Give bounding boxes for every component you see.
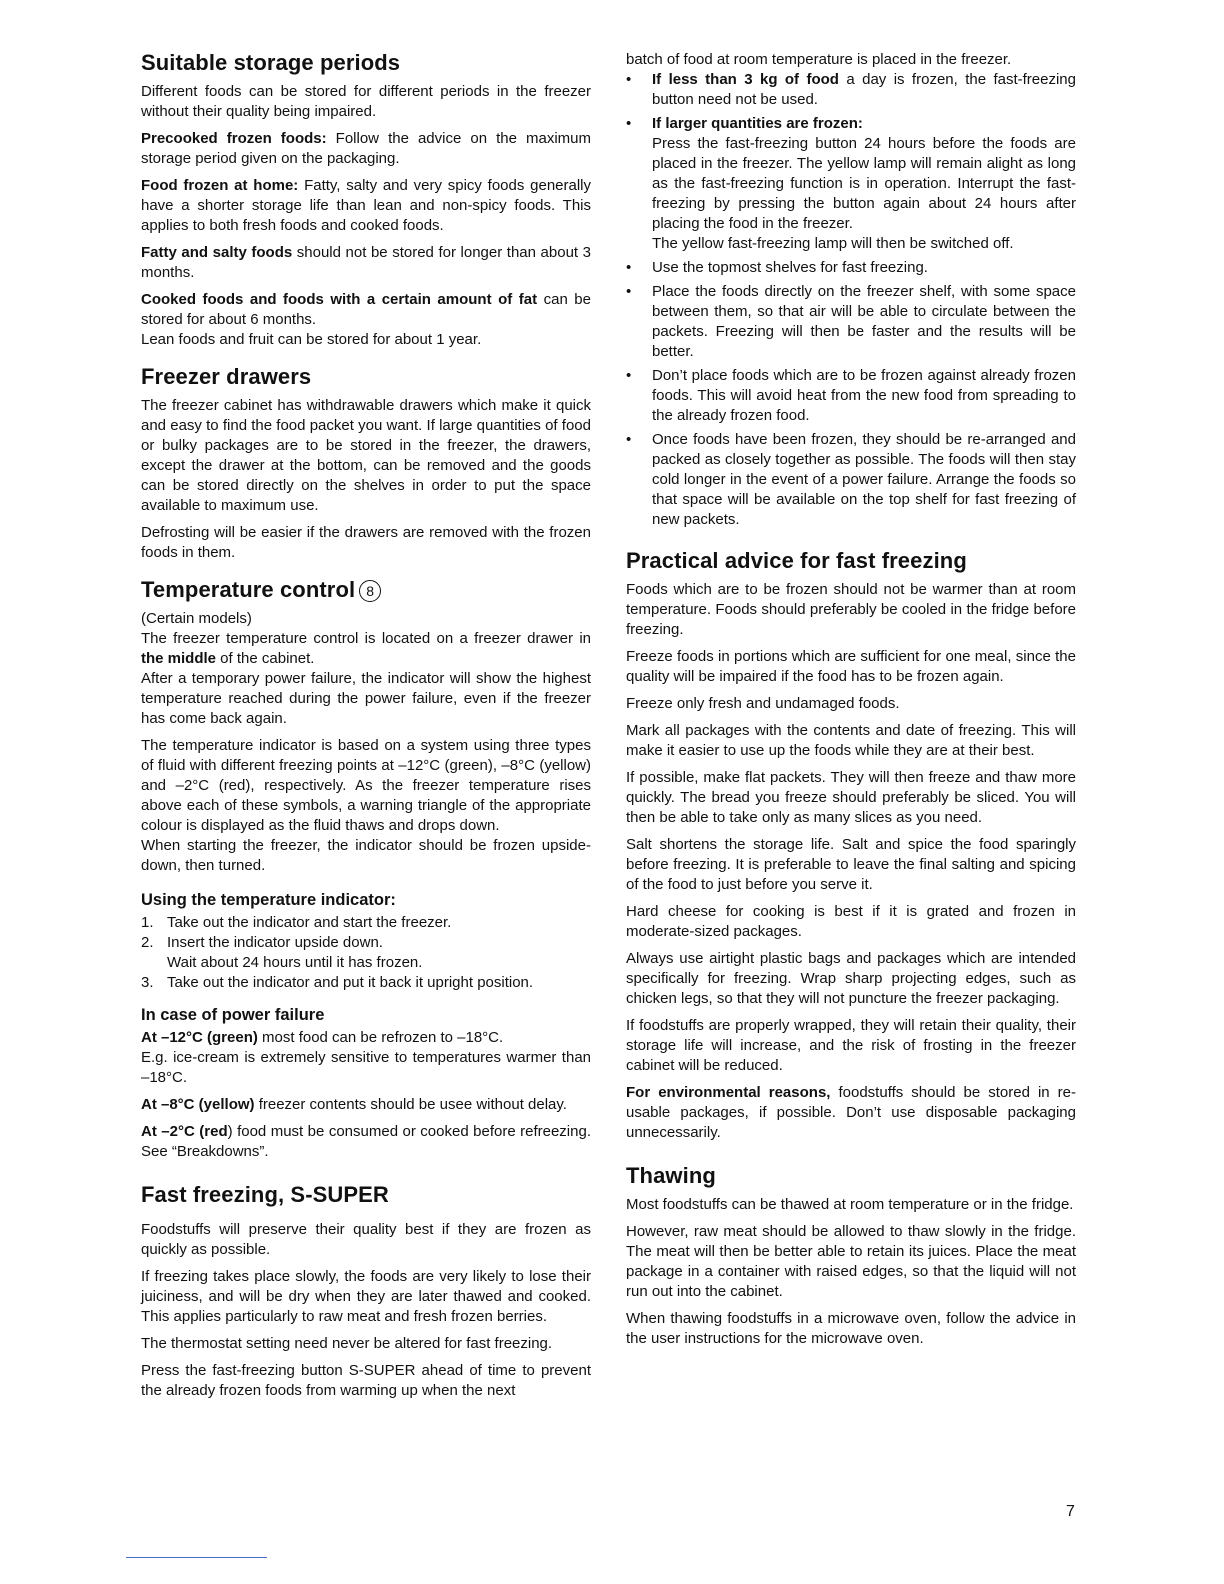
paragraph: After a temporary power failure, the indicator will show the highest temperature reached during the power failure, even if the freezer has come back again.: [141, 670, 591, 727]
heading-freezer-drawers: Freezer drawers: [141, 364, 312, 389]
list-item: 2. Insert the indicator upside down.: [141, 934, 383, 951]
paragraph: For environmental reasons, foodstuffs should be stored in re-usable packages, if possible. Don’t use disposable packaging unnecessarily.: [626, 1084, 1076, 1141]
section-practical-advice: [626, 548, 1076, 1143]
list-item: • If larger quantities are frozen: Press the fast-freezing button 24 hours before the foods are placed in the freezer. The yellow lamp will remain alight as long as the fast-freezing function is in operation. Interrupt the fast-freezing by pressing the button again about 24 hours after placing the food in the freezer. The yellow fast-freezing lamp will then be switched off.: [626, 115, 1076, 252]
paragraph: (Certain models): [141, 610, 252, 627]
paragraph: Fatty and salty foods should not be stored for longer than about 3 months.: [141, 244, 591, 281]
paragraph: When thawing foodstuffs in a microwave oven, follow the advice in the user instructions for the microwave oven.: [626, 1310, 1076, 1347]
paragraph: At –12°C (green) most food can be refrozen to –18°C.: [141, 1029, 504, 1046]
paragraph: The thermostat setting need never be altered for fast freezing.: [141, 1335, 553, 1352]
list-item: Wait about 24 hours until it has frozen.: [167, 954, 423, 971]
heading-practical-advice: Practical advice for fast freezing: [626, 548, 967, 573]
paragraph: Mark all packages with the contents and date of freezing. This will make it easier to use up the foods while they are at their best.: [626, 722, 1076, 759]
paragraph: Salt shortens the storage life. Salt and spice the food sparingly before freezing. It is preferable to leave the final salting and spicing of the food to just before you serve it.: [626, 836, 1076, 893]
list-item: • Use the topmost shelves for fast freezing.: [626, 259, 928, 276]
list-item: 1. Take out the indicator and start the freezer.: [141, 914, 452, 931]
paragraph: E.g. ice-cream is extremely sensitive to temperatures warmer than –18°C.: [141, 1049, 591, 1086]
paragraph: Cooked foods and foods with a certain amount of fat can be stored for about 6 months.: [141, 291, 591, 328]
heading-temperature-control: Temperature control 8: [141, 577, 591, 603]
paragraph: Most foodstuffs can be thawed at room temperature or in the fridge.: [626, 1196, 1074, 1213]
section-storage-periods: [141, 50, 591, 350]
list-item: • Once foods have been frozen, they should be re-arranged and packed as closely together as possible. The foods will then stay cold longer in the event of a power failure. Arrange the foods so that space will be available on the top shelf for fast freezing of new packets.: [626, 431, 1076, 528]
paragraph: The freezer temperature control is located on a freezer drawer in the middle of the cabinet.: [141, 630, 591, 667]
heading-fast-freezing: Fast freezing, S-SUPER: [141, 1182, 389, 1207]
paragraph: Press the fast-freezing button S-SUPER ahead of time to prevent the already frozen foods from warming up when the next: [141, 1362, 591, 1399]
paragraph: Freeze foods in portions which are sufficient for one meal, since the quality will be impaired if the food has to be frozen again.: [626, 648, 1076, 685]
paragraph: At –2°C (red) food must be consumed or cooked before refreezing. See “Breakdowns”.: [141, 1123, 591, 1160]
paragraph: When starting the freezer, the indicator should be frozen upside-down, then turned.: [141, 837, 591, 874]
paragraph: At –8°C (yellow) freezer contents should be usee without delay.: [141, 1096, 567, 1113]
footer-rule: [126, 1557, 267, 1558]
paragraph: If possible, make flat packets. They will then freeze and thaw more quickly. The bread you freeze should preferably be sliced. You will then be able to take only as many slices as you need.: [626, 769, 1076, 826]
heading-storage-periods: Suitable storage periods: [141, 50, 401, 75]
heading-thawing: Thawing: [626, 1163, 716, 1188]
section-temperature-control: [141, 577, 591, 1162]
section-thawing: [626, 1163, 1076, 1349]
paragraph: Precooked frozen foods: Follow the advice on the maximum storage period given on the packaging.: [141, 130, 591, 167]
left-column: [141, 50, 591, 1415]
paragraph: Food frozen at home: Fatty, salty and very spicy foods generally have a shorter storage life than lean and non-spicy foods. This applies to both fresh foods and cooked foods.: [141, 177, 591, 234]
paragraph: The freezer cabinet has withdrawable drawers which make it quick and easy to find the food packet you want. If large quantities of food or bulky packages are to be stored in the freezer, the drawers, except the drawer at the bottom, can be removed and the goods can be stored directly on the shelves in order to put the space available to maximum use.: [141, 397, 591, 514]
page-number: 7: [1066, 1503, 1075, 1520]
paragraph: Defrosting will be easier if the drawers are removed with the frozen foods in them.: [141, 524, 591, 561]
figure-ref-badge: 8: [359, 580, 381, 602]
list-item: • Don’t place foods which are to be frozen against already frozen foods. This will avoid heat from the new food from spreading to the already frozen food.: [626, 367, 1076, 424]
paragraph: batch of food at room temperature is placed in the freezer.: [626, 51, 1012, 68]
paragraph: Always use airtight plastic bags and packages which are intended specifically for freezing. Wrap sharp projecting edges, such as chicken legs, so that they will not puncture the freezer packaging.: [626, 950, 1076, 1007]
paragraph: Lean foods and fruit can be stored for about 1 year.: [141, 331, 482, 348]
section-fast-freezing: [141, 1182, 591, 1401]
paragraph: Different foods can be stored for different periods in the freezer without their quality being impaired.: [141, 83, 591, 120]
paragraph: Foodstuffs will preserve their quality best if they are frozen as quickly as possible.: [141, 1221, 591, 1258]
paragraph: Hard cheese for cooking is best if it is grated and frozen in moderate-sized packages.: [626, 903, 1076, 940]
heading-power-failure: In case of power failure: [141, 1006, 325, 1024]
paragraph: If freezing takes place slowly, the foods are very likely to lose their juiciness, and will be dry when they are later thawed and cooked. This applies particularly to raw meat and fresh frozen berries.: [141, 1268, 591, 1325]
bullet-list: [626, 70, 1076, 530]
steps-list: [141, 913, 591, 993]
list-item: • Place the foods directly on the freezer shelf, with some space between them, so that air will be able to circulate between the packets. Freezing will then be faster and the results will be better.: [626, 283, 1076, 360]
list-item: 3. Take out the indicator and put it back it upright position.: [141, 974, 534, 991]
paragraph: Freeze only fresh and undamaged foods.: [626, 695, 900, 712]
list-item: • If less than 3 kg of food a day is frozen, the fast-freezing button need not be used.: [626, 71, 1076, 108]
paragraph: Foods which are to be frozen should not be warmer than at room temperature. Foods should preferably be cooled in the fridge before freezing.: [626, 581, 1076, 638]
heading-using-indicator: Using the temperature indicator:: [141, 891, 396, 909]
right-column: [626, 50, 1076, 1363]
paragraph: The temperature indicator is based on a system using three types of fluid with different freezing points at –12°C (green), –8°C (yellow) and –2°C (red), respectively. As the freezer temperature rises above each of these symbols, a warning triangle of the appropriate colour is displayed as the fluid thaws and drops down.: [141, 737, 591, 834]
paragraph: However, raw meat should be allowed to thaw slowly in the fridge. The meat will then be better able to retain its juices. Place the meat package in a container with raised edges, so that the liquid will not run out into the cabinet.: [626, 1223, 1076, 1300]
paragraph: If foodstuffs are properly wrapped, they will retain their quality, their storage life will increase, and the risk of frosting in the freezer cabinet will be reduced.: [626, 1017, 1076, 1074]
section-freezer-drawers: [141, 364, 591, 563]
